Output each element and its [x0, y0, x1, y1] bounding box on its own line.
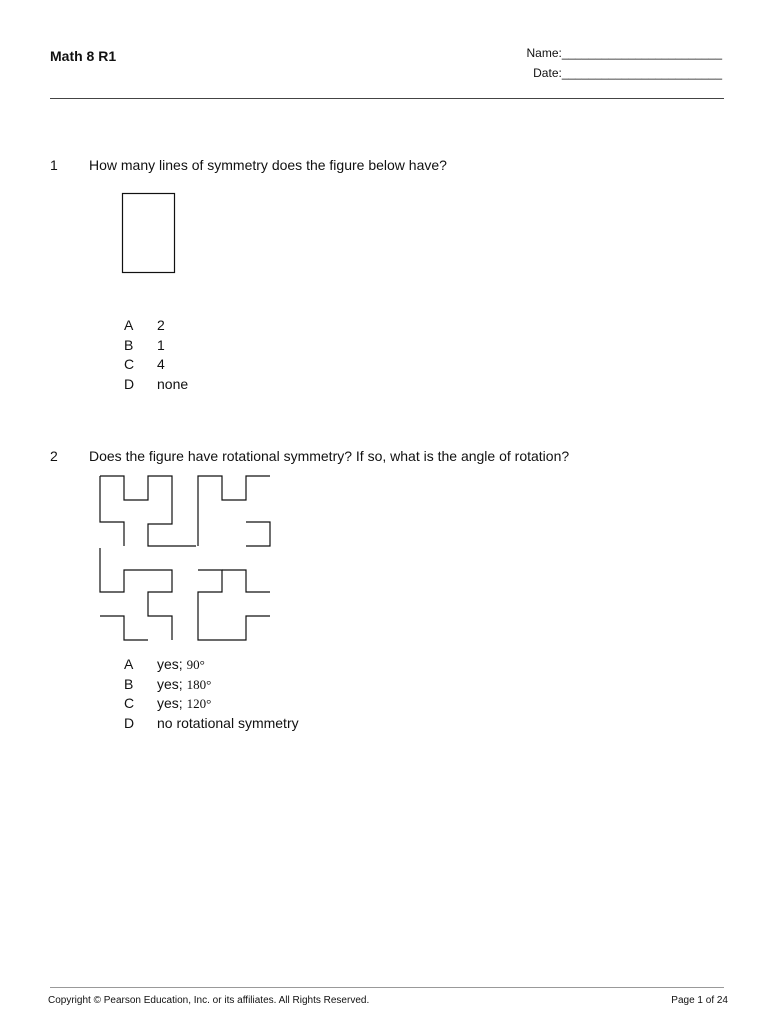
- choice-c[interactable]: [124, 694, 299, 714]
- name-field-label: Name:________________________: [526, 46, 722, 60]
- choice-d[interactable]: [124, 375, 188, 395]
- choice-d[interactable]: [124, 714, 299, 734]
- header-divider: [50, 98, 724, 99]
- choice-letter: D: [124, 714, 135, 731]
- choice-letter: A: [124, 656, 134, 672]
- choice-c[interactable]: [124, 355, 188, 375]
- choice-text: 4: [157, 356, 165, 372]
- page-number: Page 1 of 24: [671, 995, 728, 1006]
- choice-text: 2: [157, 317, 165, 333]
- question-2-choices: [124, 655, 299, 733]
- choice-text: none: [157, 375, 189, 392]
- choice-text: yes;: [157, 656, 187, 672]
- rotational-pattern-figure-icon: [98, 474, 274, 640]
- footer-divider: [50, 987, 724, 988]
- date-field-label: Date:________________________: [533, 66, 722, 80]
- choice-letter: B: [124, 336, 134, 353]
- copyright-text: Copyright © Pearson Education, Inc. or its affiliates. All Rights Reserved.: [48, 995, 370, 1006]
- choice-b[interactable]: [124, 336, 188, 356]
- question-1-text: How many lines of symmetry does the figure below have?: [89, 157, 447, 173]
- choice-text: yes;: [157, 675, 187, 692]
- choice-b[interactable]: [124, 675, 299, 695]
- choice-text: yes;: [157, 695, 187, 711]
- choice-letter: D: [124, 375, 135, 392]
- angle-value: 90°: [186, 657, 205, 672]
- choice-a[interactable]: [124, 655, 299, 675]
- choice-letter: B: [124, 675, 134, 692]
- question-1-choices: [124, 316, 188, 394]
- rectangle-figure-icon: [120, 191, 180, 277]
- choice-text: no rotational symmetry: [157, 714, 299, 731]
- question-2-text: Does the figure have rotational symmetry? If so, what is the angle of rotation?: [89, 448, 570, 464]
- choice-letter: A: [124, 317, 134, 333]
- question-1-number: 1: [50, 157, 58, 173]
- choice-text: 1: [157, 336, 165, 353]
- question-2-number: 2: [50, 448, 58, 464]
- worksheet-title: Math 8 R1: [50, 48, 117, 64]
- angle-value: 120°: [186, 696, 212, 711]
- choice-a[interactable]: [124, 316, 188, 336]
- choice-letter: C: [124, 356, 135, 372]
- angle-value: 180°: [186, 676, 212, 692]
- choice-letter: C: [124, 695, 135, 711]
